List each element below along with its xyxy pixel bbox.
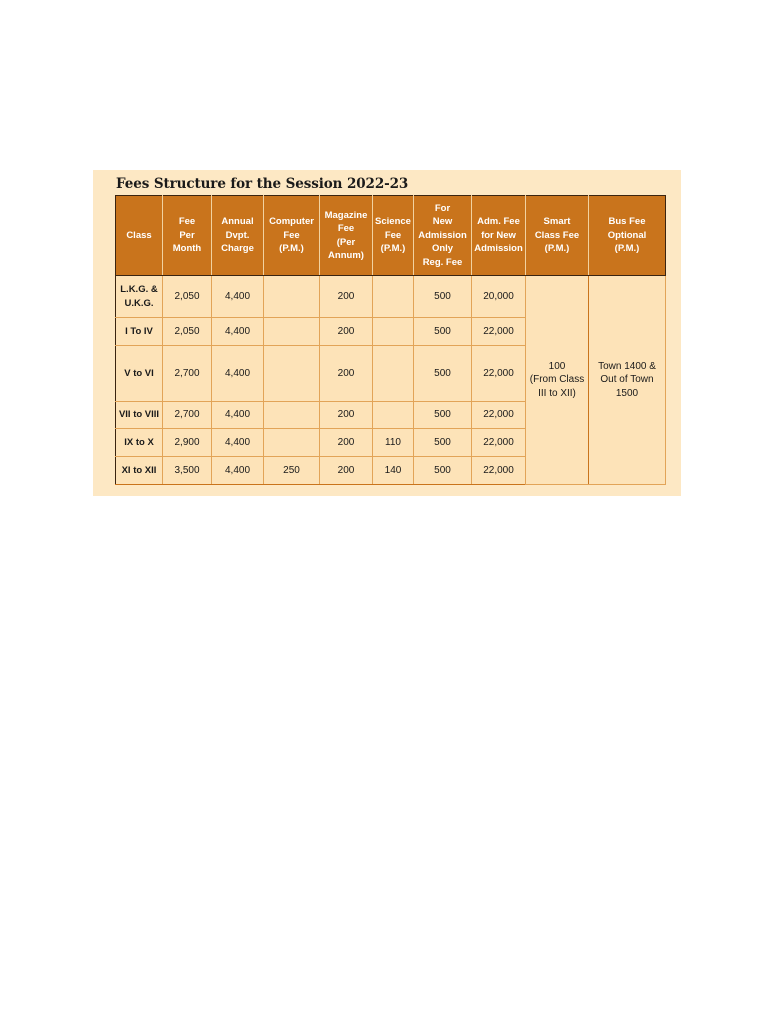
computer-fee-cell bbox=[264, 318, 320, 346]
computer-fee-cell bbox=[264, 402, 320, 429]
adm-fee-cell: 22,000 bbox=[472, 346, 526, 402]
adm-fee-cell: 22,000 bbox=[472, 429, 526, 457]
fees-panel bbox=[93, 170, 681, 496]
col-header-computer-fee: Computer Fee (P.M.) bbox=[264, 196, 320, 276]
fee-per-month-cell: 2,050 bbox=[163, 276, 212, 318]
science-fee-cell bbox=[373, 346, 414, 402]
class-cell: V to VI bbox=[116, 346, 163, 402]
adm-fee-cell: 22,000 bbox=[472, 457, 526, 485]
science-fee-cell: 110 bbox=[373, 429, 414, 457]
science-fee-cell bbox=[373, 402, 414, 429]
magazine-fee-cell: 200 bbox=[320, 318, 373, 346]
computer-fee-cell: 250 bbox=[264, 457, 320, 485]
annual-dvpt-cell: 4,400 bbox=[212, 429, 264, 457]
fee-per-month-cell: 2,700 bbox=[163, 346, 212, 402]
fee-per-month-cell: 2,050 bbox=[163, 318, 212, 346]
class-cell: VII to VIII bbox=[116, 402, 163, 429]
page-title: Fees Structure for the Session 2022-23 bbox=[116, 176, 409, 192]
science-fee-cell bbox=[373, 276, 414, 318]
col-header-fee-per-month: Fee Per Month bbox=[163, 196, 212, 276]
magazine-fee-cell: 200 bbox=[320, 429, 373, 457]
header-row bbox=[116, 196, 666, 276]
science-fee-cell bbox=[373, 318, 414, 346]
col-header-reg-fee: For New Admission Only Reg. Fee bbox=[414, 196, 472, 276]
adm-fee-cell: 20,000 bbox=[472, 276, 526, 318]
fee-per-month-cell: 3,500 bbox=[163, 457, 212, 485]
col-header-magazine-fee: Magazine Fee (Per Annum) bbox=[320, 196, 373, 276]
class-cell: IX to X bbox=[116, 429, 163, 457]
fees-table bbox=[115, 195, 666, 485]
science-fee-cell: 140 bbox=[373, 457, 414, 485]
reg-fee-cell: 500 bbox=[414, 318, 472, 346]
smart-class-fee-cell: 100 (From Class III to XII) bbox=[526, 276, 589, 485]
annual-dvpt-cell: 4,400 bbox=[212, 402, 264, 429]
computer-fee-cell bbox=[264, 429, 320, 457]
table-row bbox=[116, 276, 666, 318]
fee-per-month-cell: 2,900 bbox=[163, 429, 212, 457]
reg-fee-cell: 500 bbox=[414, 346, 472, 402]
col-header-class: Class bbox=[116, 196, 163, 276]
fee-per-month-cell: 2,700 bbox=[163, 402, 212, 429]
reg-fee-cell: 500 bbox=[414, 457, 472, 485]
col-header-adm-fee: Adm. Fee for New Admission bbox=[472, 196, 526, 276]
magazine-fee-cell: 200 bbox=[320, 346, 373, 402]
bus-fee-cell: Town 1400 & Out of Town 1500 bbox=[589, 276, 666, 485]
magazine-fee-cell: 200 bbox=[320, 276, 373, 318]
annual-dvpt-cell: 4,400 bbox=[212, 346, 264, 402]
col-header-annual-dvpt-charge: Annual Dvpt. Charge bbox=[212, 196, 264, 276]
annual-dvpt-cell: 4,400 bbox=[212, 457, 264, 485]
class-cell: XI to XII bbox=[116, 457, 163, 485]
computer-fee-cell bbox=[264, 346, 320, 402]
reg-fee-cell: 500 bbox=[414, 402, 472, 429]
col-header-smart-class-fee: Smart Class Fee (P.M.) bbox=[526, 196, 589, 276]
col-header-bus-fee: Bus Fee Optional (P.M.) bbox=[589, 196, 666, 276]
annual-dvpt-cell: 4,400 bbox=[212, 276, 264, 318]
adm-fee-cell: 22,000 bbox=[472, 402, 526, 429]
annual-dvpt-cell: 4,400 bbox=[212, 318, 264, 346]
magazine-fee-cell: 200 bbox=[320, 457, 373, 485]
class-cell: L.K.G. & U.K.G. bbox=[116, 276, 163, 318]
reg-fee-cell: 500 bbox=[414, 429, 472, 457]
class-cell: I To IV bbox=[116, 318, 163, 346]
reg-fee-cell: 500 bbox=[414, 276, 472, 318]
magazine-fee-cell: 200 bbox=[320, 402, 373, 429]
computer-fee-cell bbox=[264, 276, 320, 318]
adm-fee-cell: 22,000 bbox=[472, 318, 526, 346]
col-header-science-fee: Science Fee (P.M.) bbox=[373, 196, 414, 276]
